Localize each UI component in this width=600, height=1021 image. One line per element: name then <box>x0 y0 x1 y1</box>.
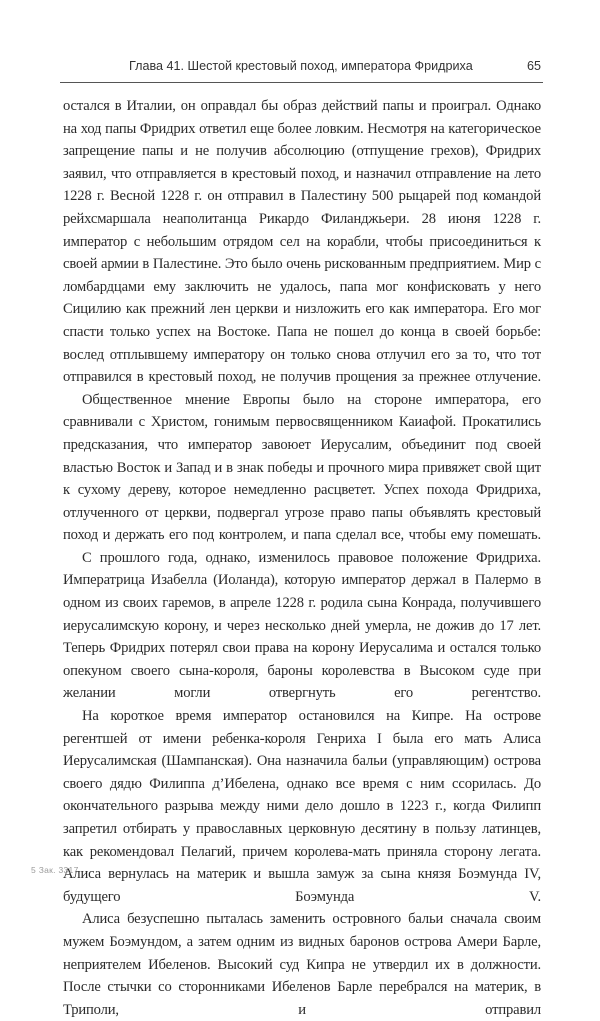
paragraph: Алиса безуспешно пыталась заменить островного бальи сначала своим мужем Боэмундом, а затем одним из видных баронов острова Амери Барле, неприятелем Ибеленов. Высокий суд Кипра не утвердил их в должности. После стычки со сторонниками Ибеленов Барле перебрался на материк, в Триполи, и отправил <box>63 911 541 1018</box>
header-rule <box>60 82 543 83</box>
page-number: 65 <box>526 59 541 73</box>
running-head <box>60 59 543 81</box>
print-signature: 5 Зак. 3317 <box>31 865 79 875</box>
chapter-title: Глава 41. Шестой крестовый поход, императора Фридриха <box>129 59 473 73</box>
paragraph: На короткое время император остановился на Кипре. На острове регентшей от имени ребенка-короля Генриха I была его мать Алиса Иерусалимская (Шампанская). Она назначила бальи (управляющим) острова своего дядю Филиппа д’Ибелена, однако все время с ним ссорилась. До окончательного разрыва между ними дело дошло в 1223 г., когда Филипп запретил отбирать у православных церковную десятину в пользу латинцев, как рекомендовал Пелагий, причем королева-мать приняла сторону легата. Алиса вернулась на материк и вышла замуж за сына князя Боэмунда IV, будущего Боэмунда V. <box>63 708 541 905</box>
paragraph: Общественное мнение Европы было на стороне императора, его сравнивали с Христом, гонимым первосвященником Каиафой. Прокатились предсказания, что император завоюет Иерусалим, объединит под своей властью Восток и Запад и в знак победы и прочного мира привяжет свой щит к сухому дереву, которое немедленно расцветет. Успех похода Фридриха, отлученного от церкви, подвергал угрозе право папы объявлять крестовый поход и держать его под контролем, и папа сделал все, чтобы ему помешать. <box>63 391 541 544</box>
paragraph: остался в Италии, он оправдал бы образ действий папы и проиграл. Однако на ход папы Фридрих ответил еще более ловким. Несмотря на категорическое запрещение папы и не получив абсолюцию (отпущение грехов), Фридрих заявил, что отправляется в крестовый поход, и назначил отправление на лето 1228 г. Весной 1228 г. он отправил в Палестину 500 рыцарей под командой рейхсмаршала неаполитанца Рикардо Филанджьери. 28 июня 1228 г. император с небольшим отрядом сел на корабли, чтобы присоединиться к своей армии в Палестине. Это было очень рискованным предприятием. Мир с ломбардцами ему заключить не удалось, папа мог конфисковать у него Сицилию как прежний лен церкви и низложить его как императора. Его мог спасти только успех на Востоке. Папа не пошел до конца в своей борьбе: вослед отплывшему императору он только снова отлучил его за то, что тот отправился в крестовый поход, не получив прощения за прежнее отлучение. <box>63 98 541 386</box>
body-text <box>63 95 541 1021</box>
paragraph: С прошлого года, однако, изменилось правовое положение Фридриха. Императрица Изабелла (Иоланда), которую император держал в Палермо в одном из своих гаремов, в апреле 1228 г. родила сына Конрада, получившего иерусалимскую корону, и через несколько дней умерла, не дожив до 17 лет. Теперь Фридрих потерял свои права на корону Иерусалима и остался только опекуном своего сына-короля, бароны королевства в Высоком суде при желании могли отвергнуть его регентство. <box>63 549 541 702</box>
